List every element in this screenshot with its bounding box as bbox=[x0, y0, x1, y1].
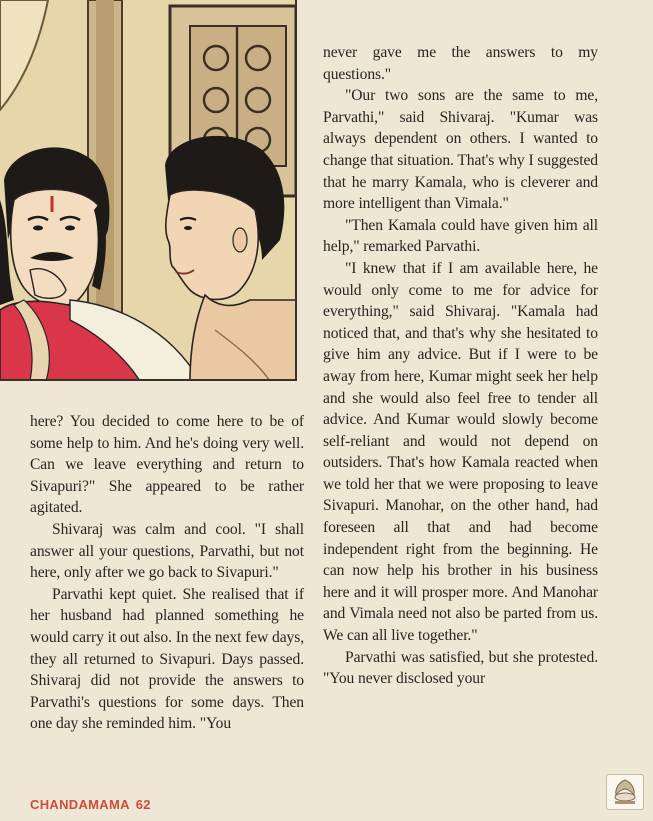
chandamama-logo-icon bbox=[606, 774, 644, 810]
paragraph: never gave me the answers to my questions." bbox=[323, 44, 598, 83]
right-text-column bbox=[323, 42, 598, 690]
left-text-column bbox=[30, 411, 304, 735]
paragraph: "Our two sons are the same to me, Parvathi," said Shivaraj. "Kumar was always dependent on others. I wanted to change that situation. That's why I suggested that he marry Kamala, who is cleverer and more intelligent than Vimala." bbox=[323, 87, 598, 213]
paragraph: Shivaraj was calm and cool. "I shall answer all your questions, Parvathi, but not here, only after we go back to Sivapuri." bbox=[30, 520, 304, 582]
paragraph: here? You decided to come here to be of some help to him. And he's doing very well. Can we leave everything and return to Sivapuri?" She appeared to be rather agitated. bbox=[30, 413, 304, 517]
paragraph: "I knew that if I am available here, he would only come to me for advice for everything," said Shivaraj. "Kamala had noticed that, and that's why she hesitated to give him any advice. But if I were to be away from here, Kumar might seek her help and she would also feel free to tender all advice. And Kumar would slowly become self-reliant and would not depend on outsiders. That's how Kamala reacted when we told her that we were proposing to leave Sivapuri. Manohar, on the other hand, had foreseen all that and had become independent right from the beginning. He can now help his brother in his business here and it will prosper more. And Manohar and Vimala need not also be parted from us. We can all live together." bbox=[323, 259, 598, 645]
magazine-name: CHANDAMAMA bbox=[30, 797, 130, 812]
paragraph: Parvathi was satisfied, but she protested. "You never disclosed your bbox=[323, 648, 598, 688]
page-number: 62 bbox=[135, 797, 151, 812]
story-illustration bbox=[0, 0, 297, 381]
two-men-conversing-illustration bbox=[0, 0, 297, 381]
page-footer bbox=[30, 797, 151, 812]
paragraph: Parvathi kept quiet. She realised that if her husband had planned something he would carry it out also. In the next few days, they all returned to Sivapuri. Days passed. Shivaraj did not provide the answers to Parvathi's questions for some days. Then one day she reminded him. "You bbox=[30, 585, 304, 733]
paragraph: "Then Kamala could have given him all help," remarked Parvathi. bbox=[323, 216, 598, 256]
